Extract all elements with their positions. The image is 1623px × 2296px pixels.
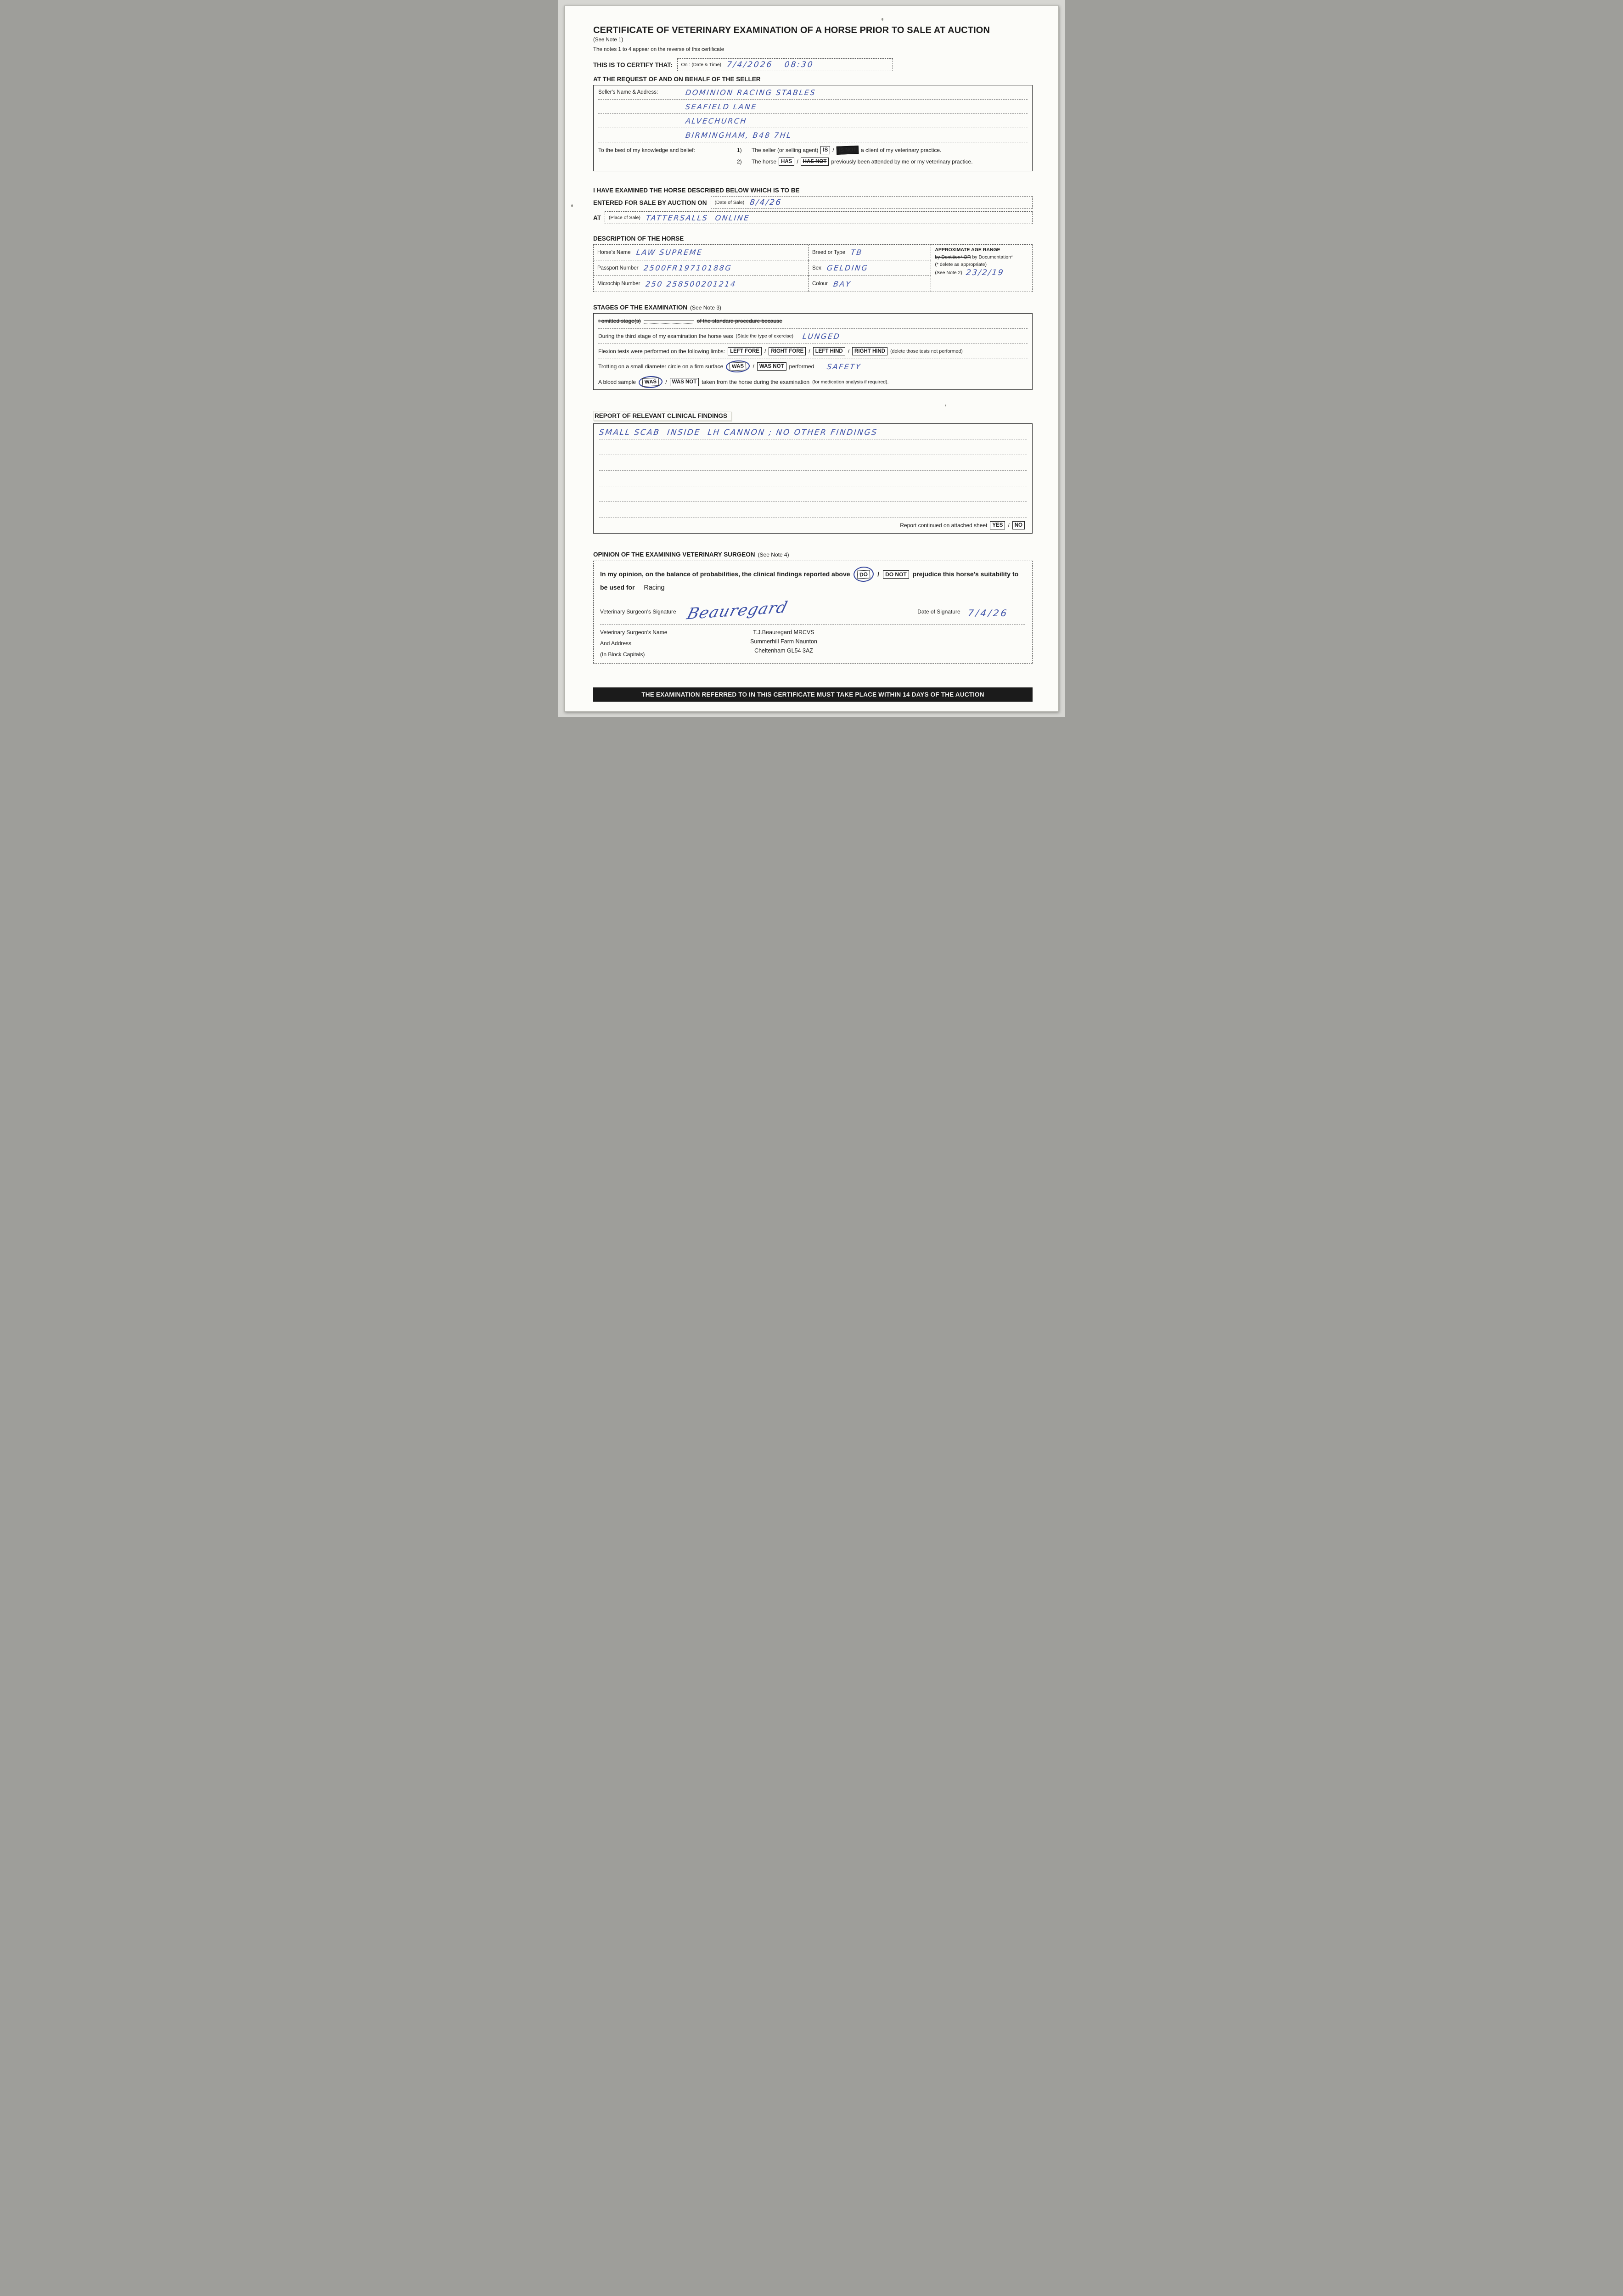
by-dentition-struck: by Dentition* OR (935, 254, 971, 260)
option-is-not-scribbled: IS NOT (836, 146, 859, 155)
slash-separator: / (665, 378, 667, 385)
microchip-label: Microchip Number (597, 281, 640, 287)
date-of-signature-group (917, 608, 1025, 619)
option-has-not-struck: HAS NOT (801, 158, 829, 166)
seller-address-line3: ALVECHURCH (685, 116, 748, 125)
option-blood-was: WAS (642, 377, 659, 387)
age-method-line (935, 254, 1028, 260)
exercise-type-label: (State the type of exercise) (736, 333, 793, 339)
by-documentation: by Documentation* (972, 254, 1013, 260)
breed-label: Breed or Type (812, 249, 845, 255)
option-has: HAS (779, 158, 794, 166)
statement-2-number: 2) (737, 158, 742, 165)
opinion-statement-post: prejudice this horse's suitability to be used for (600, 570, 1019, 591)
omitted-stages-text-2: of the standard procedure because (696, 318, 782, 324)
at-label: AT (593, 214, 601, 221)
opinion-heading-row (593, 551, 1033, 558)
seller-address-row (598, 114, 1028, 128)
clinical-findings-box (593, 423, 1033, 534)
microchip-value: 250 258500201214 (645, 279, 737, 288)
trotting-text: Trotting on a small diameter circle on a firm surface (598, 363, 724, 370)
surgeon-address-label: And Address (600, 640, 632, 647)
scan-artifact (571, 204, 573, 207)
stages-heading-row (593, 304, 1033, 311)
date-of-sale-row (593, 196, 1033, 209)
slash-separator: / (1008, 522, 1010, 529)
statement-1-number: 1) (737, 147, 742, 153)
do-circled (854, 566, 875, 582)
seller-address-line2: SEAFIELD LANE (685, 102, 758, 111)
place-of-sale-label: (Place of Sale) (609, 215, 640, 220)
omitted-stages-text-1: I omitted stage(s) (598, 318, 641, 324)
surgeon-address-line1: Summerhill Farm Naunton (750, 638, 817, 645)
blood-sample-text: A blood sample (598, 378, 636, 385)
report-continued-row (599, 518, 1027, 533)
seller-address-row (598, 100, 1028, 114)
passport-label: Passport Number (597, 265, 639, 271)
report-heading: REPORT OF RELEVANT CLINICAL FINDINGS (593, 411, 731, 421)
findings-line-6 (599, 502, 1027, 518)
sex-label: Sex (812, 265, 821, 271)
sex-cell (809, 260, 931, 276)
slash-separator: / (753, 363, 754, 370)
option-right-hind: RIGHT HIND (852, 347, 887, 355)
colour-value: BAY (832, 279, 852, 288)
findings-handwritten-value: SMALL SCAB INSIDE LH CANNON ; NO OTHER FINDINGS (598, 428, 878, 437)
flexion-tests-row (598, 344, 1028, 359)
scanned-document (558, 0, 1065, 717)
statement-1-text (752, 146, 941, 154)
trotting-was-circled (726, 360, 750, 373)
slash-separator: / (797, 158, 798, 165)
opinion-statement (600, 567, 1025, 594)
opinion-box (593, 561, 1033, 664)
surgeon-name-value: T.J.Beauregard MRCVS (753, 629, 814, 636)
date-of-sale-label: (Date of Sale) (714, 200, 745, 205)
delete-as-appropriate-note: (* delete as appropriate) (935, 262, 987, 267)
option-blood-was-not: WAS NOT (670, 378, 699, 386)
date-of-sale-field (711, 196, 1033, 209)
place-of-sale-row (593, 211, 1033, 224)
horse-description-table (593, 244, 1033, 292)
suitability-use-value: Racing (644, 584, 665, 591)
entered-for-sale-label: ENTERED FOR SALE BY AUCTION ON (593, 199, 707, 206)
trotting-handwritten-value: SAFETY (826, 362, 862, 371)
datetime-field (677, 58, 893, 71)
datetime-handwritten-value: 7/4/2026 08:30 (726, 60, 814, 69)
belief-statement-1 (598, 142, 1028, 155)
stages-heading-note: (See Note 3) (690, 304, 722, 311)
seller-name-address-label: Seller's Name & Address: (598, 90, 658, 95)
age-see-note-row (935, 270, 1028, 276)
age-range-cell (931, 245, 1032, 292)
examination-deadline-banner: THE EXAMINATION REFERRED TO IN THIS CERTIFICATE MUST TAKE PLACE WITHIN 14 DAYS OF THE AUCTION (593, 687, 1033, 702)
stages-heading: STAGES OF THE EXAMINATION (593, 304, 688, 311)
examined-statement: I HAVE EXAMINED THE HORSE DESCRIBED BELOW WHICH IS TO BE (593, 187, 800, 194)
flexion-delete-note: (delete those tests not performed) (890, 349, 963, 354)
findings-line-1 (599, 424, 1027, 439)
seller-name-value: DOMINION RACING STABLES (685, 88, 817, 97)
findings-line-2 (599, 439, 1027, 455)
blood-sample-row (598, 374, 1028, 389)
breed-value: TB (850, 248, 863, 257)
page-title: CERTIFICATE OF VETERINARY EXAMINATION OF A HORSE PRIOR TO SALE AT AUCTION (593, 25, 990, 35)
statement-2-pre: The horse (752, 158, 777, 165)
statement-2-text (752, 158, 973, 166)
stages-box (593, 313, 1033, 390)
place-of-sale-value: TATTERSALLS ONLINE (645, 213, 750, 222)
seller-address-row (598, 128, 1028, 142)
option-do-not: DO NOT (883, 570, 909, 579)
certify-row (593, 58, 1033, 71)
option-is: IS (820, 146, 830, 154)
description-heading: DESCRIPTION OF THE HORSE (593, 235, 684, 242)
slash-separator: / (809, 348, 810, 355)
date-of-signature-label: Date of Signature (917, 608, 960, 615)
horse-name-cell (594, 245, 809, 260)
option-yes: YES (990, 521, 1005, 529)
omitted-stages-row (598, 314, 1028, 329)
statement-1-post: a client of my veterinary practice. (860, 147, 942, 153)
certify-label: THIS IS TO CERTIFY THAT: (593, 61, 673, 68)
exercise-type-value: LUNGED (802, 332, 841, 341)
option-left-hind: LEFT HIND (813, 347, 845, 355)
breed-cell (809, 245, 931, 260)
option-no: NO (1012, 521, 1025, 529)
opinion-heading-note: (See Note 4) (758, 551, 789, 558)
findings-line-3 (599, 455, 1027, 471)
scan-artifact (945, 405, 946, 406)
option-left-fore: LEFT FORE (728, 347, 762, 355)
option-right-fore: RIGHT FORE (769, 347, 806, 355)
surgeon-name-address-block (600, 624, 1025, 658)
slash-separator: / (848, 348, 850, 355)
surgeon-name-label: Veterinary Surgeon's Name (600, 629, 668, 636)
trotting-performed-text: performed (789, 363, 814, 370)
colour-label: Colour (812, 281, 828, 287)
option-do: DO (857, 570, 870, 579)
trotting-row (598, 359, 1028, 374)
statement-2-post: previously been attended by me or my veterinary practice. (831, 158, 973, 165)
place-of-sale-field (605, 211, 1033, 224)
notes-reverse-line: The notes 1 to 4 appear on the reverse of this certificate (593, 47, 786, 54)
seller-details-box (593, 85, 1033, 171)
surgeon-values-column (715, 629, 853, 658)
scan-artifact (882, 18, 883, 21)
certificate-page (564, 6, 1059, 712)
flexion-text: Flexion tests were performed on the following limbs: (598, 348, 725, 355)
date-of-signature-value: 7/4/26 (967, 608, 1009, 619)
omitted-stages-blank (644, 318, 694, 324)
findings-line-5 (599, 486, 1027, 502)
colour-cell (809, 276, 931, 292)
slash-separator: / (764, 348, 766, 355)
passport-cell (594, 260, 809, 276)
blood-taken-text: taken from the horse during the examination (702, 378, 810, 385)
passport-value: 2500FR19710188G (643, 264, 733, 272)
option-was-not: WAS NOT (757, 362, 786, 371)
opinion-statement-pre: In my opinion, on the balance of probabilities, the clinical findings reported above (600, 570, 850, 578)
horse-name-label: Horse's Name (597, 249, 631, 255)
report-continued-label: Report continued on attached sheet (900, 522, 988, 529)
age-documentation-value: 23/2/19 (965, 268, 1005, 277)
microchip-cell (594, 276, 809, 292)
belief-label: To the best of my knowledge and belief: (598, 147, 695, 153)
signature-label: Veterinary Surgeon's Signature (600, 608, 676, 615)
datetime-label: On : (Date & Time) (681, 62, 722, 68)
belief-statement-2 (598, 155, 1028, 167)
option-was: WAS (730, 362, 747, 371)
seller-address-line4: BIRMINGHAM, B48 7HL (685, 130, 792, 140)
surgeon-signature: Beauregard (685, 598, 790, 624)
third-stage-text: During the third stage of my examination the horse was (598, 333, 733, 339)
date-of-sale-value: 8/4/26 (749, 198, 783, 207)
findings-line-4 (599, 471, 1027, 486)
blood-was-circled (638, 375, 663, 388)
statement-1-pre: The seller (or selling agent) (752, 147, 819, 153)
block-capitals-label: (In Block Capitals) (600, 651, 645, 658)
seller-section-heading: AT THE REQUEST OF AND ON BEHALF OF THE SELLER (593, 76, 761, 83)
seller-name-row (598, 85, 1028, 100)
opinion-heading: OPINION OF THE EXAMINING VETERINARY SURGEON (593, 551, 755, 558)
slash-separator: / (877, 570, 880, 578)
horse-name-value: LAW SUPREME (635, 248, 703, 257)
blood-medication-note: (for medication analysis if required). (812, 379, 889, 385)
surgeon-labels-column (600, 629, 715, 658)
see-note-1: (See Note 1) (593, 37, 623, 43)
third-stage-row (598, 329, 1028, 344)
age-range-heading: APPROXIMATE AGE RANGE (935, 247, 1000, 253)
sex-value: GELDING (826, 264, 869, 272)
see-note-2: (See Note 2) (935, 270, 962, 276)
surgeon-address-line2: Cheltenham GL54 3AZ (754, 647, 813, 654)
signature-row (600, 598, 1025, 624)
slash-separator: / (832, 147, 834, 153)
